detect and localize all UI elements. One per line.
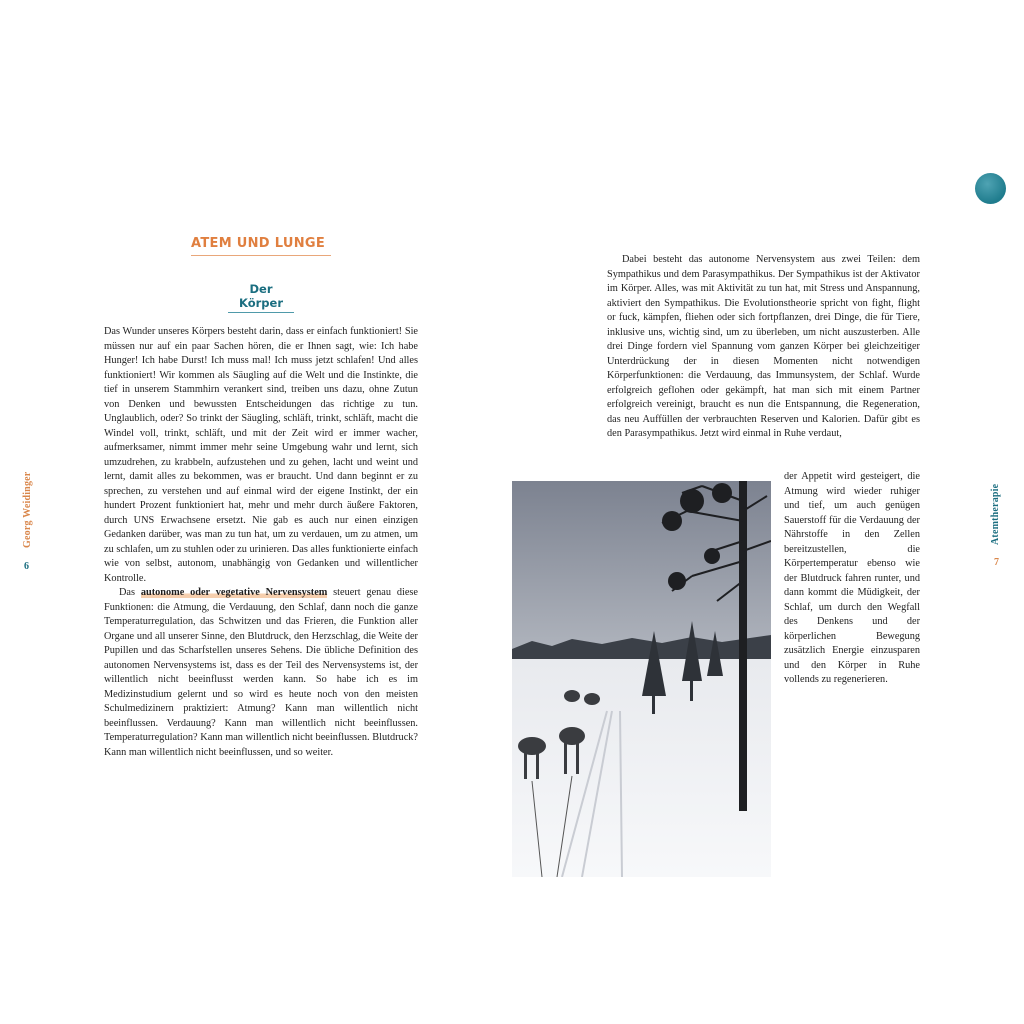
sled-dogs-photo <box>512 481 771 877</box>
page-number-left: 6 <box>24 561 29 572</box>
running-chapter: Atemtherapie <box>990 484 1001 546</box>
section-heading: Der Körper <box>228 282 294 313</box>
paragraph: der Appetit wird gesteigert, die Atmung wird wieder ruhiger und tief, um auch genügen Sauerstoff für die Verdauung der Nährstoffe in den Zellen bereitzustellen, die Körpertemperatur ebenso wie der Blutdruck fahren runter, und dann kommt die Müdigkeit, der Schlaf, um durch den Wegfall des Denkens und der körperlichen Bewegung zusätzlich Energie einzusparen und den Körper in Ruhe vollends zu regenerieren. <box>784 471 920 685</box>
paragraph: Dabei besteht das autonome Nervensystem aus zwei Teilen: dem Sympathikus und dem Parasympathikus. Der Sympathikus ist der Aktivator im Körper. Alles, was mit Aktivität zu tun hat, mit Stress und Anspannung, aktiviert den Sympathikus. Die Evolutionstheorie spricht von fight, flight or fuck, kämpfen, fliehen oder sich fortpflanzen, drei Dinge, die für Tiere, inklusive uns, wichtig sind, um zu überleben, um nicht auszusterben. Alle drei Dinge fordern viel Spannung vom ganzen Körper bei gleichzeitiger Unterdrückung der in diesen Momenten nicht notwendigen Körperfunktionen: die Verdauung, das Immunsystem, der Schlaf. Wurde erfolgreich geflohen oder gekämpft, hat man sich mit einem Partner erfolgreich vereinigt, braucht es nun die Entspannung, die Regeneration, das neu Auffüllen der verbrauchten Reserven und Kalorien. Dafür gibt es den Parasympathikus. Jetzt wird einmal in Ruhe verdaut, <box>607 254 920 439</box>
highlighted-term: autonome oder vegetative Nervensystem <box>140 587 328 598</box>
chapter-heading: ATEM UND LUNGE <box>191 236 331 256</box>
left-body-text <box>104 325 418 760</box>
wrap-body-text <box>784 470 920 688</box>
paragraph-text: Das <box>119 587 141 598</box>
chapter-tab-marker <box>975 173 1006 204</box>
paragraph: Das Wunder unseres Körpers besteht darin, dass er einfach funktioniert! Sie müssen nur auf ein paar Sachen hören, die er Ihnen sagt, wie: Ich habe Hunger! Ich habe Durst! Ich muss mal! Ich muss jetzt schlafen! Und alles funktioniert! Wir kommen als Säugling auf die Welt und die Instinkte, die tief in unserem Stammhirn verankert sind, treiben uns dazu, ohne Zutun von Denken und bewussten Entscheidungen das richtige zu tun. Unglaublich, oder? So trinkt der Säugling, schläft, trinkt, schläft, macht die Windel voll, trinkt, schläft, und mit der Zeit wird er immer wacher, aufmerksamer, nimmt immer mehr seine Umgebung wahr und lernt, sich umzudrehen, zu krabbeln, aufzustehen und zu gehen, lacht und weint und lernt, damit alles zu bekommen, was er braucht. Und dann beginnt er zu sprechen, zu verstehen und auf einmal wird der eigene Instinkt, der ein hundert Prozent funktioniert hat, mehr und mehr durch äußere Faktoren, durch UNS Erwachsene ersetzt. Nie gab es auch nur einen einzigen Gedanken darüber, was man zu tun hat, um zu verdauen, um zu atmen, um zu schlafen, um zu stuhlen oder zu urinieren. Das alles funktionierte einfach wie von selbst, autonom, unabhängig von Gedanken und willentlicher Kontrolle. <box>104 326 418 584</box>
paragraph <box>104 586 418 760</box>
photo-illustration <box>512 481 771 877</box>
right-body-text <box>607 253 920 442</box>
running-author: Georg Weidinger <box>22 472 33 549</box>
paragraph-text: steuert genau diese Funktionen: die Atmung, die Verdauung, den Schlaf, dann noch die ganze Temperaturregulation, das Schwitzen und das Frieren, die Funktion aller Organe und all unserer Sinne, den Blutdruck, den Herzschlag, die Weite der Pupillen und das Scharfstellen unseres Sehens. Die übliche Definition des autonomen Nervensystems ist, dass es der Teil des Nervensystems ist, der willentlich nicht beeinflusst werden kann. So habe ich es im Medizinstudium gelernt und so wird es heute noch von den meisten Schulmedizinern praktiziert: Atmung? Kann man willentlich nicht beeinflussen. Verdauung? Kann man willentlich nicht beeinflussen. Temperaturregulation? Kann man willentlich nicht beeinflussen. Blutdruck? Kann man willentlich nicht beeinflussen, und so weiter. <box>104 587 418 758</box>
page-number-right: 7 <box>994 557 999 568</box>
